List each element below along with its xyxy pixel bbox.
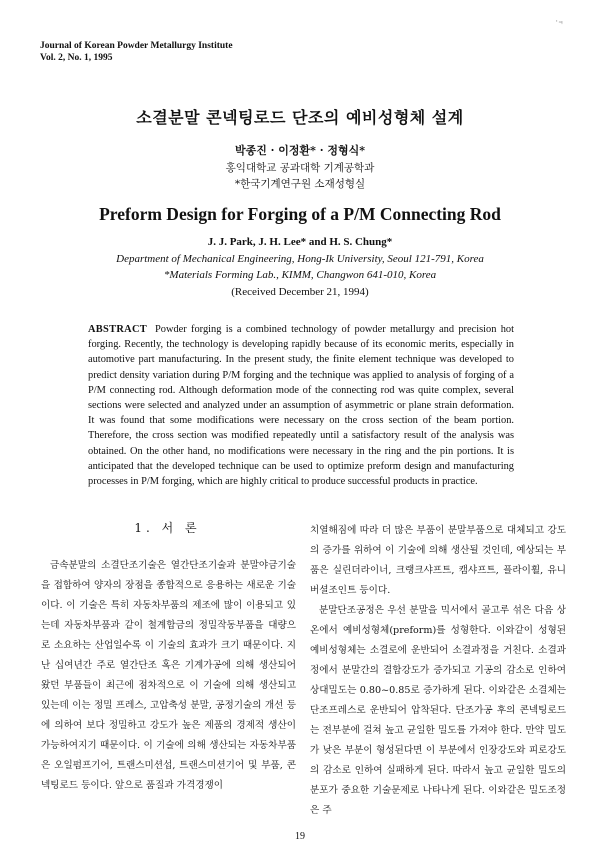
body-column-right bbox=[310, 521, 566, 821]
affiliation-english-1: Department of Mechanical Engineering, Hong-Ik University, Seoul 121-791, Korea bbox=[116, 253, 484, 265]
journal-name: Journal of Korean Powder Metallurgy Institute bbox=[40, 41, 233, 51]
body-paragraph: 치열해짐에 따라 더 많은 부품이 분말부품으로 대체되고 강도의 증가를 위하여 이 기술에 의해 생산될 것인데, 예상되는 부품은 실린더라이너, 크랭크샤프트, 캠샤프트, 플라이휠, 유니버셜조인트 등이다. bbox=[310, 525, 566, 596]
body-paragraph: 분말단조공정은 우선 분말을 믹서에서 골고루 섞은 다음 상온에서 예비성형체(preform)를 성형한다. 이와같이 성형된 예비성형체는 소결로에 운반되어 소결과정을 거친다. 소결과정에서 분말간의 결합강도가 증가되고 기공의 감소로 인하여 상대밀도는 0.80~0.85로 증가하게 된다. 이와같은 소결체는 단조프레스로 운반되어 압착된다. 단조가공 후의 콘넥팅로드는 전부분에 걸쳐 높고 균일한 밀도를 가져야 한다. 만약 밀도가 낮은 부분이 형성된다면 이 부분에서 인장강도와 피로강도의 감소로 인하여 실패하게 된다. 따라서 높고 균일한 밀도의 분포가 중요한 기술문제로 나타나게 된다. 이와같은 밀도조정은 주 bbox=[310, 605, 566, 816]
body-column-left bbox=[41, 556, 296, 796]
authors-korean: 박종진 · 이정환* · 정형식* bbox=[234, 144, 366, 157]
title-english: Preform Design for Forging of a P/M Connecting Rod bbox=[99, 204, 501, 224]
body-paragraph: 금속분말의 소결단조기술은 열간단조기술과 분말야금기술을 접합하여 양자의 장점을 종합적으로 응용하는 새로운 기술이다. 이 기술은 특히 자동차부품의 제조에 많이 이용되고 있는데 자동차부품과 같이 철계합금의 정밀작동부품을 대량으로 소요하는 산업일수록 이 기술의 효과가 크기 때문이다. 지난 십여년간 주로 열간단조 혹은 기계가공에 의해 생산되어 왔던 부품들이 최근에 점차적으로 이 기술에 의해 생산되고 있는데 이는 정밀 프레스, 고압축성 분말, 공정기술의 개선 등에 의하여 보다 정밀하고 강도가 높은 제품의 경제적 생산이 가능하여지기 때문이다. 이 기술에 의해 생산되는 자동차부품은 오일펌프기어, 트랜스미션섭, 트랜스미션기어 및 부품, 콘넥팅로드 등이다. 앞으로 품질과 가격경쟁이 bbox=[41, 560, 296, 791]
received-date: (Received December 21, 1994) bbox=[231, 286, 369, 298]
abstract-label: ABSTRACT bbox=[88, 324, 147, 335]
page-number: 19 bbox=[295, 831, 305, 842]
affiliation-korean-1: 홍익대학교 공과대학 기계공학과 bbox=[225, 162, 375, 174]
title-korean: 소결분말 콘넥팅로드 단조의 예비성형체 설계 bbox=[136, 108, 464, 127]
journal-volume: Vol. 2, No. 1, 1995 bbox=[40, 53, 113, 63]
abstract bbox=[88, 322, 514, 489]
section-heading-introduction: 1. 서 론 bbox=[134, 521, 201, 535]
affiliation-korean-2: *한국기계연구원 소재성형실 bbox=[234, 178, 366, 190]
authors-english: J. J. Park, J. H. Lee* and H. S. Chung* bbox=[207, 236, 393, 248]
corner-mark: 'ㅋ bbox=[556, 20, 564, 27]
abstract-text: Powder forging is a combined technology of powder metallurgy and precision hot forging. Recently, the technology is developing rapidly because of its economic merits, especially in automotive part manufacturing. In the present study, the finite element technique was developed to predict density variation during P/M forging and the technique was applied to analysis of forging of a P/M connecting rod. Although deformation mode of the connecting rod was quite complex, several sections were selected and analyzed under an assumption of asymmetric or plane strain deformation. It was found that some modifications were necessary on the cross section of the beam portion. Therefore, the cross section was modified repeatedly until a satisfactory result of the analysis was obtained. On the other hand, no modifications were necessary in the ring and the pin portions. It is anticipated that the developed technique can be used to optimize preform design and manufacturing processes in P/M forging, which are highly critical to produce successful products in practice. bbox=[88, 324, 514, 488]
journal-header bbox=[40, 40, 233, 64]
affiliation-english-2: *Materials Forming Lab., KIMM, Changwon 641-010, Korea bbox=[163, 269, 437, 281]
